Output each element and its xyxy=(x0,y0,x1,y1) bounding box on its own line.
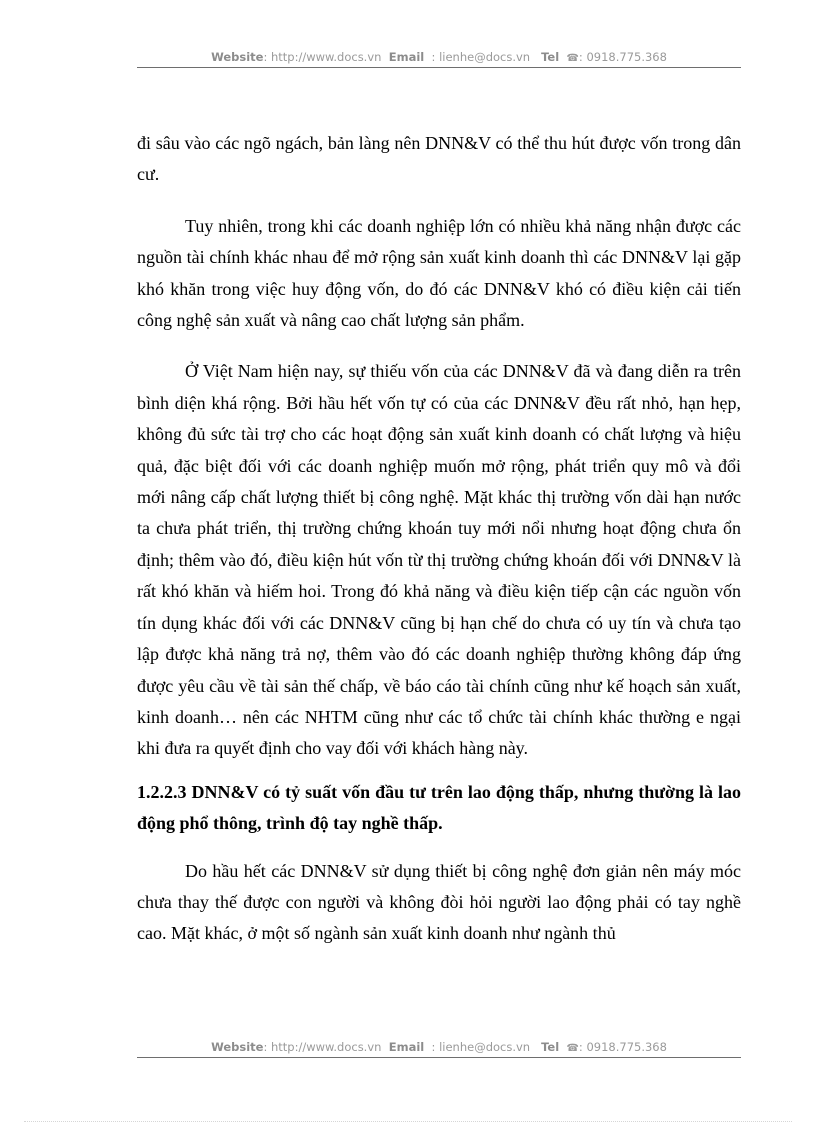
footer-tel-label: Tel xyxy=(541,1040,560,1054)
header-tel-value: : 0918.775.368 xyxy=(578,50,667,64)
header-website-value: : http://www.docs.vn xyxy=(263,50,382,64)
footer-email-value: : lienhe@docs.vn xyxy=(431,1040,531,1054)
paragraph: Do hầu hết các DNN&V sử dụng thiết bị công nghệ đơn giản nên máy móc chưa thay thế được con người và không đòi hỏi người lao động phải có tay nghề cao. Mặt khác, ở một số ngành sản xuất kinh doanh như ngành thủ xyxy=(137,860,741,944)
footer-email-label: Email xyxy=(388,1040,425,1054)
paragraph: đi sâu vào các ngõ ngách, bản làng nên DNN&V có thể thu hút được vốn trong dân cư. xyxy=(137,133,741,185)
footer-tel-value: : 0918.775.368 xyxy=(578,1040,667,1054)
footer-website-label: Website xyxy=(211,1040,264,1054)
phone-icon: ☎ xyxy=(566,1043,579,1054)
header-email-label: Email xyxy=(388,50,425,64)
header-rule xyxy=(137,67,741,68)
phone-icon: ☎ xyxy=(566,53,579,64)
page-footer xyxy=(137,1040,741,1054)
footer-rule xyxy=(137,1057,741,1058)
footer-website-value: : http://www.docs.vn xyxy=(263,1040,382,1054)
page-header xyxy=(137,50,741,64)
paragraph: Ở Việt Nam hiện nay, sự thiếu vốn của các DNN&V đã và đang diễn ra trên bình diện khá rộng. Bởi hầu hết vốn tự có của các DNN&V đều rất nhỏ, hạn hẹp, không đủ sức tài trợ cho các hoạt động sản xuất kinh doanh có chất lượng và hiệu quả, đặc biệt đối với các doanh nghiệp muốn mở rộng, phát triển quy mô và đổi mới nâng cấp chất lượng thiết bị công nghệ. Mặt khác thị trường vốn dài hạn nước ta chưa phát triển, thị trường chứng khoán tuy mới nổi nhưng hoạt động chưa ổn định; thêm vào đó, điều kiện hút vốn từ thị trường chứng khoán đối với DNN&V là rất khó khăn và hiếm hoi. Trong đó khả năng và điều kiện tiếp cận các nguồn vốn tín dụng khác đối với các DNN&V cũng bị hạn chế do chưa có uy tín và chưa tạo lập được khả năng trả nợ, thêm vào đó các doanh nghiệp thường không đáp ứng được yêu cầu về tài sản thế chấp, về báo cáo tài chính cũng như kế hoạch sản xuất, kinh doanh… nên các NHTM cũng như các tổ chức tài chính khác thường e ngại khi đưa ra quyết định cho vay đối với khách hàng này. xyxy=(137,361,741,759)
header-tel-label: Tel xyxy=(541,50,560,64)
paragraph: Tuy nhiên, trong khi các doanh nghiệp lớn có nhiều khả năng nhận được các nguồn tài chính khác nhau để mở rộng sản xuất kinh doanh thì các DNN&V lại gặp khó khăn trong việc huy động vốn, do đó các DNN&V khó có điều kiện cải tiến công nghệ sản xuất và nâng cao chất lượng sản phẩm. xyxy=(137,215,741,331)
section-heading: 1.2.2.3 DNN&V có tỷ suất vốn đầu tư trên lao động thấp, nhưng thường là lao động phổ thông, trình độ tay nghề thấp. xyxy=(137,781,741,834)
header-website-label: Website xyxy=(211,50,264,64)
document-body xyxy=(137,128,741,950)
page-edge xyxy=(24,1121,792,1122)
header-email-value: : lienhe@docs.vn xyxy=(431,50,531,64)
